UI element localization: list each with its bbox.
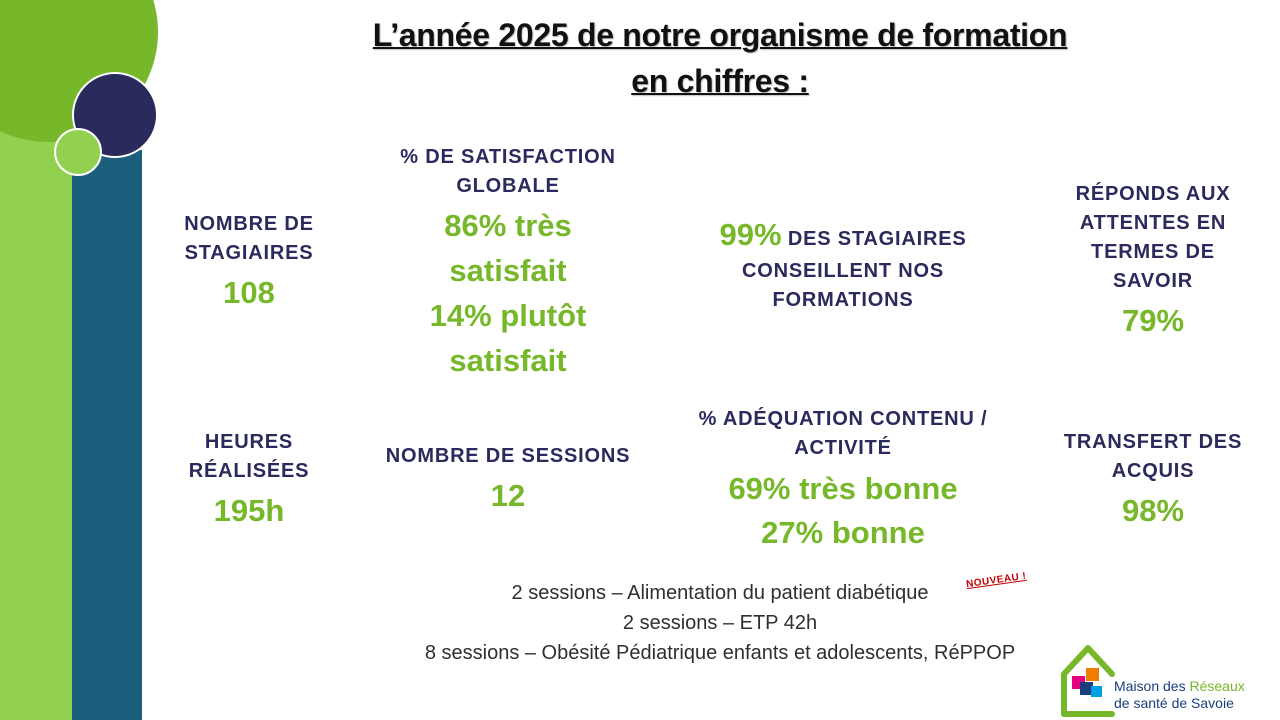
- logo-square-orange: [1086, 668, 1099, 681]
- stat-label: FORMATIONS: [772, 289, 914, 311]
- stat-satisfaction: [368, 143, 648, 383]
- stat-label: ATTENTES EN: [1079, 212, 1227, 234]
- stat-label: % DE SATISFACTION: [400, 146, 616, 168]
- session-item: 2 sessions – Alimentation du patient diabétique: [511, 582, 929, 604]
- stat-heures: [168, 428, 330, 533]
- stat-label: SAVOIR: [1113, 270, 1193, 292]
- stat-label: STAGIAIRES: [184, 242, 314, 264]
- stat-value: 195h: [213, 493, 285, 528]
- new-badge: NOUVEAU !: [965, 570, 1028, 591]
- stat-value: satisfait: [449, 343, 567, 378]
- stat-value: 108: [223, 275, 275, 310]
- stat-value: 98%: [1121, 493, 1185, 528]
- stat-label: NOMBRE DE SESSIONS: [385, 445, 631, 467]
- logo-line-1b: Réseaux: [1189, 678, 1245, 694]
- stat-value: 14% plutôt: [429, 298, 587, 333]
- house-logo-icon: [1058, 642, 1118, 718]
- page-title: [280, 12, 1160, 104]
- stat-headline: [688, 212, 998, 257]
- stat-stagiaires: [168, 210, 330, 315]
- logo-text: [1114, 678, 1245, 712]
- title-line-1: L’année 2025 de notre organisme de formation: [372, 17, 1068, 53]
- session-item: 2 sessions – ETP 42h: [622, 612, 818, 634]
- stat-label: CONSEILLENT NOS: [741, 260, 944, 282]
- stat-label: ACQUIS: [1111, 460, 1195, 482]
- stat-value: 12: [490, 478, 526, 513]
- left-teal-band: [72, 150, 142, 720]
- logo-square-blue: [1091, 686, 1102, 697]
- stat-adequation: [668, 405, 1018, 555]
- stat-label: DES STAGIAIRES: [781, 228, 967, 250]
- stat-value: 99%: [719, 217, 782, 252]
- stat-value: 79%: [1121, 303, 1185, 338]
- title-line-2: en chiffres :: [631, 63, 809, 99]
- stat-label: % ADÉQUATION CONTENU /: [698, 408, 988, 430]
- stat-attentes-savoir: [1050, 180, 1256, 343]
- stat-label: HEURES: [204, 431, 294, 453]
- stat-label: NOMBRE DE: [184, 213, 314, 235]
- stat-value: satisfait: [449, 253, 567, 288]
- stat-label: RÉPONDS AUX: [1075, 183, 1231, 205]
- stat-label: TRANSFERT DES: [1063, 431, 1243, 453]
- stat-transfert: [1050, 428, 1256, 533]
- small-green-circle: [54, 128, 102, 176]
- logo-line-2: de santé de Savoie: [1114, 695, 1234, 711]
- stat-label: ACTIVITÉ: [794, 437, 892, 459]
- session-item: 8 sessions – Obésité Pédiatrique enfants et adolescents, RéPPOP: [424, 642, 1016, 664]
- session-list: [300, 578, 1140, 668]
- stat-value: 69% très bonne: [728, 471, 958, 506]
- logo-line-1: [1114, 678, 1245, 695]
- stat-sessions: [358, 442, 658, 518]
- stat-value: 86% très: [444, 208, 572, 243]
- stat-value: 27% bonne: [761, 515, 925, 550]
- stat-recommandation: [688, 212, 998, 315]
- stat-label: RÉALISÉES: [188, 460, 310, 482]
- stat-label: TERMES DE: [1091, 241, 1215, 263]
- stat-label: GLOBALE: [456, 175, 560, 197]
- logo-line-1a: Maison des: [1114, 678, 1190, 694]
- logo: [1058, 642, 1278, 718]
